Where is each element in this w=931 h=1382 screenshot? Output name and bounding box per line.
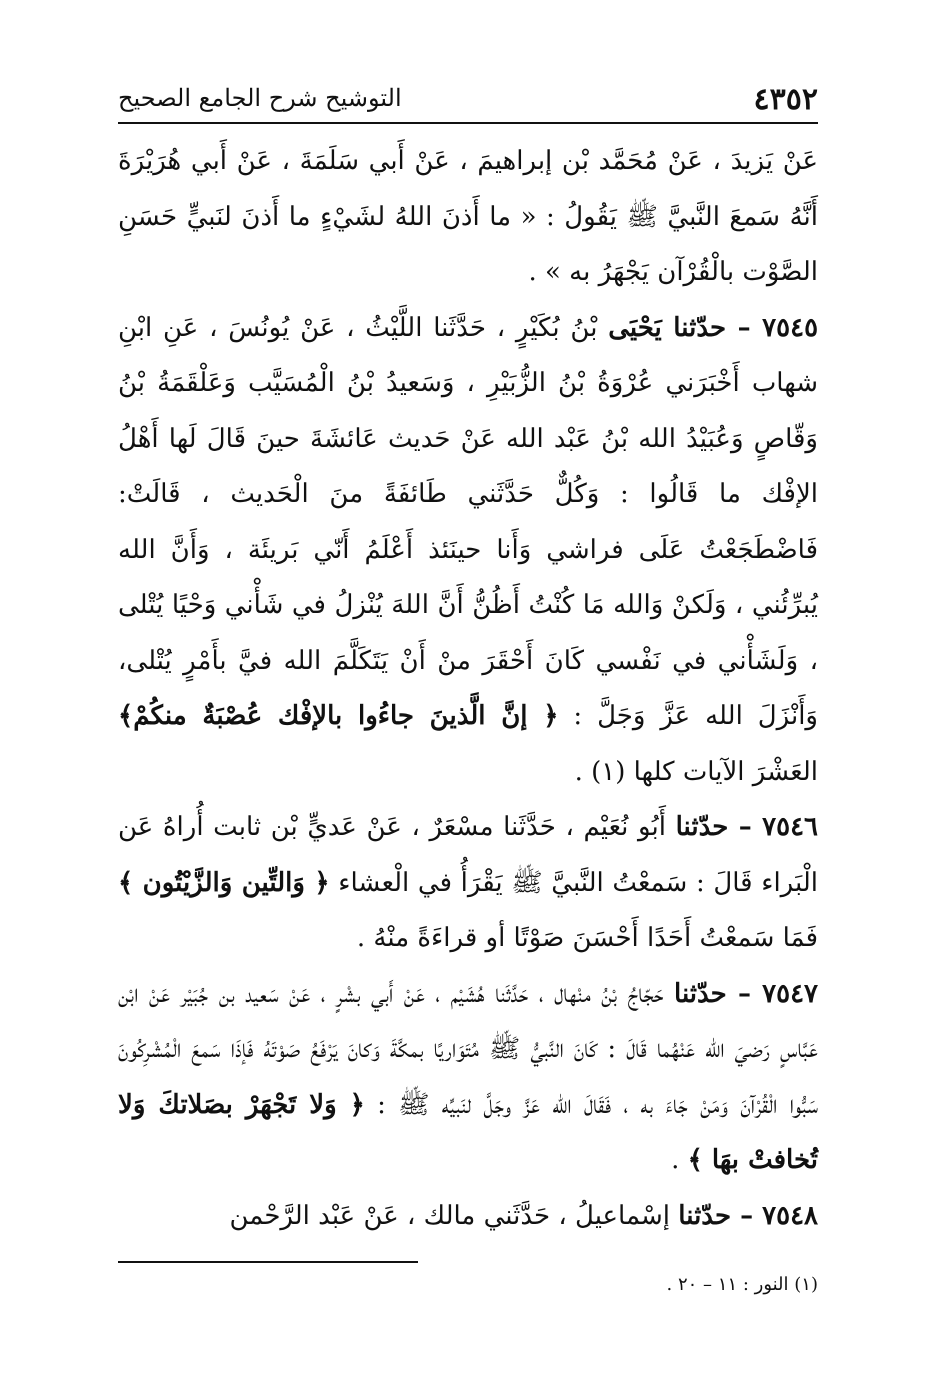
paragraph-1 bbox=[118, 134, 818, 301]
running-title: التوشيح شرح الجامع الصحيح bbox=[118, 84, 402, 112]
hadith-number: ٧٥٤٥ – bbox=[726, 312, 819, 343]
narration-opening: حدّثنا bbox=[675, 812, 729, 842]
text-segment: بْنُ بُكَيْرٍ ، حَدَّثَنا اللَّيْثُ ، عَنْ يُونُسَ ، عَنِ ابْنِ شهاب أَخْبَرَني عُرْوَةُ بْنُ الزُّبَيْرِ ، وَسَعيدُ بْنُ الْمُسَيَّب وَعَلْقَمَةُ بْنُ وَقّاصٍ وَعُبَيْدُ الله بْنُ عَبْد الله عَنْ حَديث عَائشَةَ حينَ قَالَ لَها أَهْلُ الإفْك ما قَالُوا : وَكُلٌّ حَدَّثَني طَائفَةً منَ الْحَديث ، قَالَتْ: فَاضْطَجَعْتُ عَلَى فراشي وَأَنا حينَئذ أَعْلَمُ أَنّي بَريئَة ، وَأَنَّ الله يُبرِّئُني ، وَلَكنْ وَالله مَا كُنْتُ أَظُنُّ أَنَّ اللهَ يُنْزلُ في شَأْني وَحْيًا يُتْلى ، وَلَشَأْني في نَفْسي كَانَ أَحْقَرَ منْ أَنْ يَتَكَلَّمَ الله فيَّ بأَمْرٍ يُتْلى، وَأَنْزَلَ الله عَزَّ وَجَلَّ : bbox=[118, 312, 818, 731]
text-segment: إسْماعيلُ ، حَدَّثَني مالك ، عَنْ عَبْد الرَّحْمن bbox=[229, 1200, 679, 1231]
page-body bbox=[118, 134, 818, 1244]
narration-opening: حدّثنا bbox=[674, 978, 727, 1009]
hadith-number: ٧٥٤٧ – bbox=[726, 978, 819, 1009]
narration-opening: حدّثنا يَحْيَى bbox=[608, 312, 727, 343]
footnote-divider bbox=[118, 1261, 418, 1263]
text-segment: . bbox=[671, 1145, 688, 1175]
hadith-number: ٧٥٤٨ – bbox=[731, 1200, 818, 1231]
page-number: ٤٣٥٢ bbox=[753, 82, 818, 117]
quran-quote: ﴿ وَالتِّين وَالزَّيْتُون ﴾ bbox=[118, 867, 330, 898]
hadith-7546 bbox=[118, 800, 818, 967]
text-segment: عَنْ يَزيدَ ، عَنْ مُحَمَّد بْن إبراهيمَ ، عَنْ أَبي سَلَمَةَ ، عَنْ أَبي هُرَيْرَةَ أَنَّهُ سَمعَ النَّبيَّ ﷺ يَقُولُ : « ما أَذنَ اللهُ لشَيْءٍ ما أَذنَ لنَبيٍّ حَسَنِ الصَّوْت بالْقُرْآن يَجْهَرُ به » . bbox=[118, 146, 818, 287]
hadith-7547 bbox=[118, 967, 818, 1189]
hadith-number: ٧٥٤٦ – bbox=[728, 812, 819, 842]
hadith-7548 bbox=[118, 1189, 818, 1245]
page-header bbox=[118, 78, 818, 124]
text-segment: العَشْرَ الآيات كلها (١) . bbox=[574, 756, 818, 787]
quran-quote: ﴿ وَلا تَجْهَرْ بصَلاتكَ وَلا تُخافتْ بهَا ﴾ bbox=[118, 1089, 818, 1175]
hadith-7545 bbox=[118, 301, 818, 801]
narration-opening: حدّثنا bbox=[678, 1200, 732, 1231]
quran-quote: ﴿ إنَّ الَّذينَ جاءُوا بالإفْك عُصْبَةٌ منكُمْ﴾ bbox=[118, 701, 559, 731]
book-page bbox=[118, 78, 818, 1318]
text-segment: فَمَا سَمعْتُ أَحَدًا أَحْسَنَ صَوْتًا أو قراءَةً منْهُ . bbox=[356, 923, 818, 953]
text-segment: أَبُو نُعَيْم ، حَدَّثَنا مسْعَرٌ ، عَنْ عَديٍّ بْن ثابت أُراهُ عَن الْبَراء قَالَ : سَمعْتُ النَّبيَّ ﷺ يَقْرَأُ في الْعشاء bbox=[118, 812, 819, 898]
text-segment: حَجّاجُ بْنُ منْهال ، حَدَّثَنا هُشَيْم ، عَنْ أَبي بشْرٍ ، عَنْ سَعيد بن جُبَيْر عَنْ ابْن عَبَّاسٍ رَضيَ الله عَنْهُما قَالَ : كَانَ النَّبيُّ ﷺ مُتَوَاريًا بمكَّةَ وَكانَ يَرْفَعُ صَوْتَهُ فَإذَا سَمعَ الْمُشْرِكُونَ سَبُّوا الْقُرْآنَ وَمَنْ جَاءَ به ، فَقَالَ الله عَزَّ وجَلَّ لنَبيِّه ﷺ : bbox=[118, 978, 818, 1120]
footnote: (١) النور : ١١ – ٢٠ . bbox=[666, 1274, 818, 1295]
